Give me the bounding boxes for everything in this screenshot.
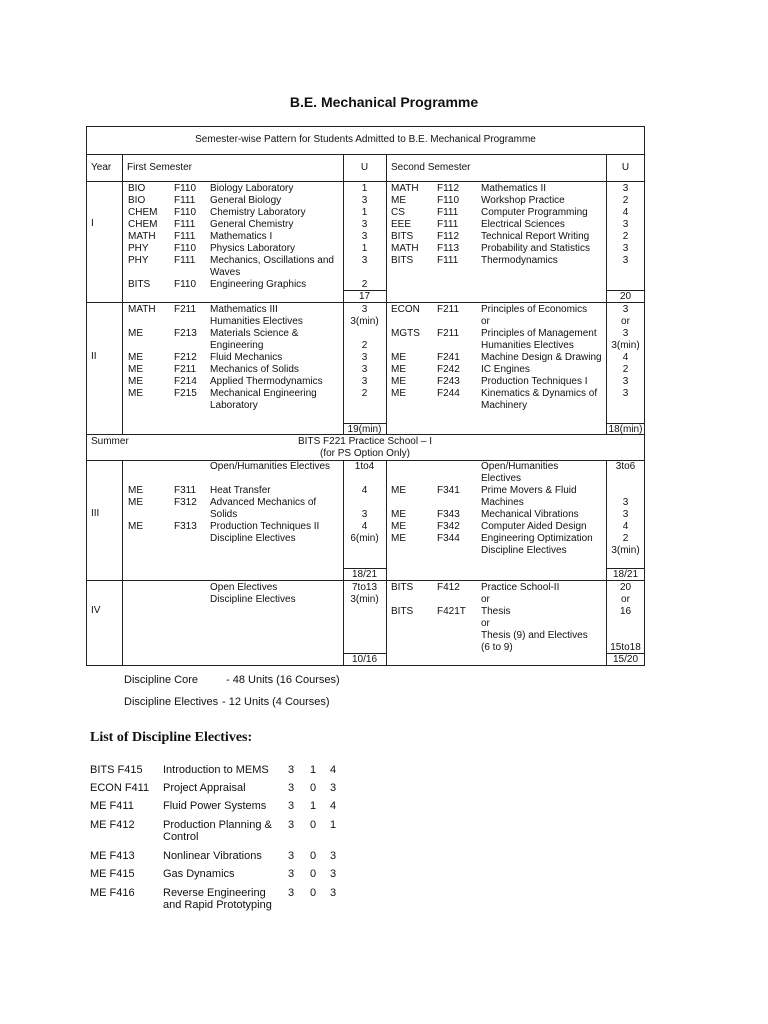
year-label: II <box>91 351 97 362</box>
header-units-2: U <box>621 162 630 173</box>
year2-s2-total: 18(min) <box>608 424 643 435</box>
electives-heading: List of Discipline Electives: <box>90 730 253 745</box>
elective-title: Introduction to MEMS <box>163 764 269 776</box>
year3-s1-units: 1to4 4 3 4 6(min) <box>350 461 379 544</box>
core-label: Discipline Core <box>124 674 198 686</box>
year-label: I <box>91 218 94 229</box>
elective-p: 0 <box>310 868 317 880</box>
elective-u: 4 <box>330 800 337 812</box>
year1-s1-units: 1 3 1 3 3 1 3 2 <box>361 183 368 290</box>
elective-code: ME F412 <box>90 819 135 831</box>
year3-s2-code: F341 F343 F342 F344 <box>437 485 460 544</box>
elective-code: ME F416 <box>90 887 135 899</box>
year1-s1-dept: BIO BIO CHEM CHEM MATH PHY PHY BITS <box>128 183 158 290</box>
elective-u: 4 <box>330 764 337 776</box>
year2-s1-code: F211 F213 F212 F211 F214 F215 <box>174 304 197 399</box>
summer-practice-school: BITS F221 Practice School – I <box>298 436 432 447</box>
elective-p: 1 <box>310 800 317 812</box>
year3-s2-title: Open/Humanities Electives Prime Movers & Fluid Machines Mechanical Vibrations Computer Aided Design Engineering Optimization Discipline Electives <box>481 461 593 556</box>
year2-s2-title: Principles of Economics or Principles of Management Humanities Electives Machine Design & Drawing IC Engines Production Techniques I Kinematics & Dynamics of Machinery <box>481 304 602 411</box>
year3-s2-units: 3to6 3 3 4 2 3(min) <box>611 461 640 556</box>
year4-s2-code: F412 F421T <box>437 582 466 617</box>
electives-value: - 12 Units (4 Courses) <box>222 696 330 708</box>
elective-code: ME F415 <box>90 868 135 880</box>
year4-s1-total: 10/16 <box>351 654 378 665</box>
year3-s1-total: 18/21 <box>351 569 378 580</box>
elective-title: Gas Dynamics <box>163 868 235 880</box>
elective-code: ME F413 <box>90 850 135 862</box>
electives-label: Discipline Electives <box>124 696 219 708</box>
year-label: III <box>91 508 100 519</box>
elective-u: 3 <box>330 887 337 899</box>
year1-s2-code: F112 F110 F111 F111 F112 F113 F111 <box>437 183 460 266</box>
year3-s2-dept: ME ME ME ME <box>391 485 406 544</box>
elective-u: 3 <box>330 850 337 862</box>
elective-code: ECON F411 <box>90 782 150 794</box>
elective-u: 1 <box>330 819 337 831</box>
year1-s2-units: 3 2 4 3 2 3 3 <box>622 183 629 266</box>
elective-l: 3 <box>288 850 295 862</box>
elective-l: 3 <box>288 868 295 880</box>
year1-s1-total: 17 <box>358 291 371 302</box>
year-label: IV <box>91 605 101 616</box>
year1-s2-total: 20 <box>619 291 632 302</box>
year2-s2-dept: ECON MGTS ME ME ME ME <box>391 304 420 399</box>
elective-p: 0 <box>310 850 317 862</box>
elective-title-line2: Control <box>163 831 199 843</box>
year2-s1-units: 3 3(min) 2 3 3 3 2 <box>350 304 379 399</box>
year3-s1-title: Open/Humanities Electives Heat Transfer Advanced Mechanics of Solids Production Techniques II Discipline Electives <box>210 461 331 544</box>
elective-code: BITS F415 <box>90 764 143 776</box>
elective-l: 3 <box>288 782 295 794</box>
page-title: B.E. Mechanical Programme <box>289 94 479 110</box>
elective-p: 0 <box>310 819 317 831</box>
year1-s1-code: F110 F111 F110 F111 F111 F110 F111 F110 <box>174 183 197 290</box>
year4-s2-dept: BITS BITS <box>391 582 414 617</box>
elective-l: 3 <box>288 887 295 899</box>
year2-s1-total: 19(min) <box>347 424 382 435</box>
summer-note: (for PS Option Only) <box>319 448 411 459</box>
year4-s2-units: 20 or 16 15to18 <box>610 582 641 653</box>
year3-s1-dept: ME ME ME <box>128 485 143 532</box>
year4-s1-units: 7to13 3(min) <box>350 582 379 605</box>
elective-p: 1 <box>310 764 317 776</box>
year2-s1-title: Mathematics III Humanities Electives Materials Science & Engineering Fluid Mechanics Mechanics of Solids Applied Thermodynamics Mechanical Engineering Laboratory <box>210 304 323 411</box>
year1-s2-title: Mathematics II Workshop Practice Computer Programming Electrical Sciences Technical Report Writing Probability and Statistics Thermodynamics <box>481 183 590 266</box>
year4-s2-total: 15/20 <box>612 654 639 665</box>
year3-s2-total: 18/21 <box>612 569 639 580</box>
elective-title: Nonlinear Vibrations <box>163 850 262 862</box>
header-units-1: U <box>360 162 369 173</box>
year4-s1-title: Open Electives Discipline Electives <box>210 582 296 605</box>
elective-title: Production Planning & <box>163 819 272 831</box>
header-first-semester: First Semester <box>127 162 193 173</box>
year2-s2-units: 3 or 3 3(min) 4 2 3 3 <box>611 304 640 399</box>
core-value: - 48 Units (16 Courses) <box>226 674 340 686</box>
elective-p: 0 <box>310 887 317 899</box>
elective-l: 3 <box>288 800 295 812</box>
year3-s1-code: F311 F312 F313 <box>174 485 197 532</box>
year4-s2-title: Practice School-II or Thesis or Thesis (9) and Electives (6 to 9) <box>481 582 588 653</box>
elective-title: Project Appraisal <box>163 782 246 794</box>
summer-label: Summer <box>91 436 129 447</box>
elective-u: 3 <box>330 782 337 794</box>
table-caption: Semester-wise Pattern for Students Admitted to B.E. Mechanical Programme <box>195 134 536 145</box>
elective-p: 0 <box>310 782 317 794</box>
year2-s2-code: F211 F211 F241 F242 F243 F244 <box>437 304 460 399</box>
elective-title: Fluid Power Systems <box>163 800 267 812</box>
year1-s1-title: Biology Laboratory General Biology Chemistry Laboratory General Chemistry Mathematics I Physics Laboratory Mechanics, Oscillations and Waves Engineering Graphics <box>210 183 334 290</box>
elective-u: 3 <box>330 868 337 880</box>
header-second-semester: Second Semester <box>391 162 471 173</box>
year1-s2-dept: MATH ME CS EEE BITS MATH BITS <box>391 183 419 266</box>
year2-s1-dept: MATH ME ME ME ME ME <box>128 304 156 399</box>
elective-l: 3 <box>288 764 295 776</box>
elective-code: ME F411 <box>90 800 134 812</box>
header-year: Year <box>91 162 112 173</box>
elective-title-line2: and Rapid Prototyping <box>163 899 272 911</box>
elective-title: Reverse Engineering <box>163 887 266 899</box>
elective-l: 3 <box>288 819 295 831</box>
